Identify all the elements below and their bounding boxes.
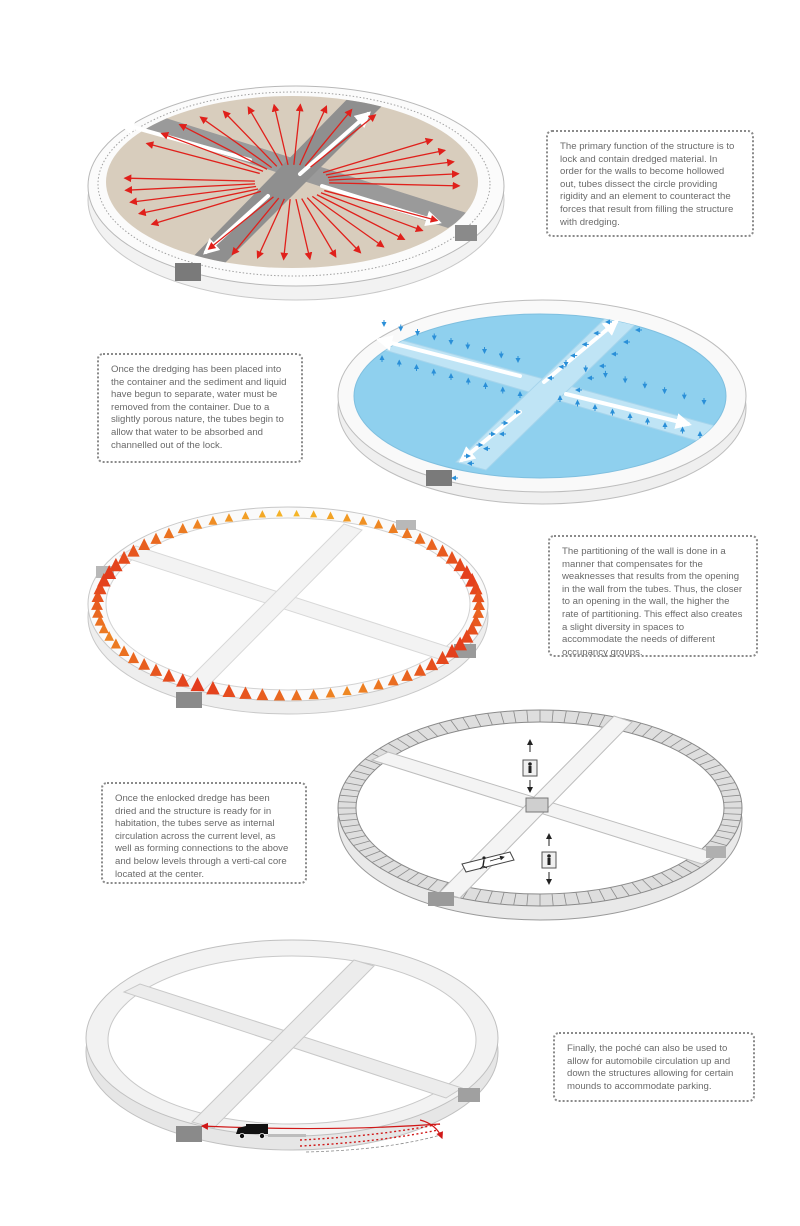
wall-opening: [396, 520, 416, 530]
stage-parking-diagram: [86, 940, 498, 1152]
wall-opening: [176, 692, 202, 708]
note-dredging: The primary function of the structure is to lock and contain dredged material. In order for the walls to become hollowed out, tubes dissect the circle providing rigidity and an element to counteract the forces that result from filling the structure with dredging.: [546, 130, 754, 237]
stage-habitation-diagram: [338, 710, 742, 920]
wall-opening: [706, 846, 726, 858]
stage-dredging-diagram: [88, 86, 504, 300]
wall-opening: [175, 263, 201, 281]
note-dewatering: Once the dredging has been placed into the container and the sediment and liquid have begun to separate, water must be removed from the container. Due to a slightly porous nature, the tubes begin to allow that water to be absorbed and channelled out of the lock.: [97, 353, 303, 463]
wall-opening: [176, 1126, 202, 1142]
wall-opening: [428, 892, 454, 906]
note-partitioning: The partitioning of the wall is done in a manner that compensates for the weaknesses that results from the opening in the wall from the tubes. Thus, the closer to an opening in the wall, the higher the rate of partitioning. This effect also creates a slight diversity in spaces to accommodate the needs of different occupancy groups.: [548, 535, 758, 657]
note-habitation: Once the enlocked dredge has been dried and the structure is ready for in habitation, the tubes serve as internal circulation across the current level, as well as forming connections to the above and below levels through a verti-cal core located at the center.: [101, 782, 307, 884]
stage-partitioning-diagram: [88, 507, 488, 714]
note-parking: Finally, the poché can also be used to allow for automobile circulation up and down the structures allowing for certain mounds to accommodate parking.: [553, 1032, 755, 1102]
wall-opening: [455, 225, 477, 241]
wall-opening: [426, 470, 452, 486]
stage-dewatering-diagram: [338, 300, 746, 504]
vertical-core: [526, 798, 548, 812]
wall-opening: [458, 1088, 480, 1102]
